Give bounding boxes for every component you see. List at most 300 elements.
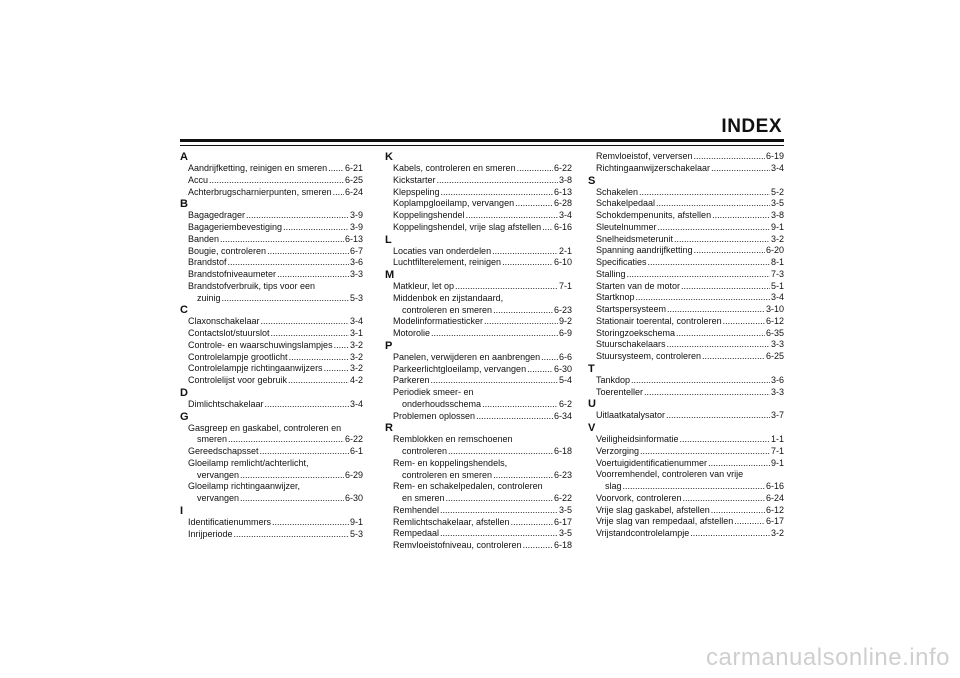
index-entry-term: Gereedschapsset <box>188 446 259 456</box>
index-entry <box>588 210 784 222</box>
dot-leader <box>723 316 765 328</box>
index-entry-page: 3-4 <box>770 162 784 173</box>
index-entry <box>180 210 363 222</box>
index-entry <box>588 446 784 458</box>
index-entry-page: 6-24 <box>765 492 784 503</box>
index-entry-term: Brandstof <box>188 257 227 268</box>
index-entry-term: Parkeerlichtgloeilamp, vervangen <box>393 363 527 374</box>
index-letter-heading: R <box>385 422 393 435</box>
index-entry-term: Starten van de motor <box>596 280 681 291</box>
index-entry-page: 3-2 <box>349 351 363 362</box>
dot-leader <box>482 399 558 411</box>
index-entry <box>385 175 572 187</box>
dot-leader <box>517 163 553 175</box>
index-entry <box>180 175 363 187</box>
index-entry-page: 3-8 <box>558 174 572 185</box>
index-entry-page: 3-8 <box>770 210 784 220</box>
index-entry <box>588 493 784 505</box>
index-entry <box>180 529 363 541</box>
dot-leader <box>627 269 770 281</box>
index-entry-term: Bagageriembevestiging <box>188 222 283 232</box>
index-entry-term: Verzorging <box>596 445 640 456</box>
index-entry-term: Inrijperiode <box>188 528 233 539</box>
index-entry-page: 6-30 <box>344 493 363 503</box>
index-entry <box>588 528 784 540</box>
dot-leader <box>711 505 765 517</box>
index-entry-page: 9-1 <box>349 516 363 527</box>
dot-leader <box>267 246 349 258</box>
index-entry-term: Tankdop <box>596 374 631 385</box>
dot-leader <box>228 434 344 446</box>
dot-leader <box>639 187 770 199</box>
dot-leader <box>640 446 770 458</box>
index-entry-term: Achterbrugscharnierpunten, smeren <box>188 186 332 197</box>
index-entry-term: Parkeren <box>393 375 430 386</box>
index-entry-term: Claxonschakelaar <box>188 316 260 327</box>
index-entry-page: 3-5 <box>558 528 572 539</box>
index-letter-heading: V <box>588 422 596 434</box>
index-entry-term: Specificaties <box>596 257 647 267</box>
index-entry-term: Contactslot/stuurslot <box>188 328 270 338</box>
index-entry-term: Voertuigidentificatienummer <box>596 457 708 468</box>
dot-leader <box>440 528 558 540</box>
index-entry <box>385 505 572 517</box>
dot-leader <box>441 187 553 199</box>
dot-leader <box>246 210 349 222</box>
index-entry <box>180 246 363 258</box>
index-letter-heading: P <box>385 339 393 352</box>
dot-leader <box>431 328 558 340</box>
dot-leader <box>644 387 770 399</box>
index-entry-term: Uitlaatkatalysator <box>596 410 666 421</box>
index-entry <box>180 493 363 505</box>
index-entry-text: Rem- en schakelpedalen, controleren <box>393 481 543 492</box>
index-entry <box>180 293 363 305</box>
index-entry-page: 6-19 <box>765 151 784 161</box>
index-entry <box>180 340 363 352</box>
index-entry-term: Identificatienummers <box>188 516 272 527</box>
index-entry-page: 3-4 <box>558 210 572 220</box>
index-entry-page: 3-7 <box>770 410 784 421</box>
index-entry <box>385 493 572 505</box>
index-letter-heading: S <box>588 174 596 187</box>
dot-leader <box>542 222 553 234</box>
dot-leader <box>476 411 553 423</box>
index-letter-heading: B <box>180 198 188 211</box>
index-entry-page: 6-1 <box>349 446 363 456</box>
index-entry-page: 6-12 <box>765 504 784 515</box>
dot-leader <box>523 540 553 552</box>
dot-leader <box>680 434 770 446</box>
index-entry-term: Matkleur, let op <box>393 281 455 291</box>
index-entry <box>588 163 784 175</box>
index-entry-page: 8-1 <box>770 257 784 267</box>
index-entry-page: 3-6 <box>770 374 784 385</box>
index-entry-page: 6-9 <box>558 328 572 338</box>
index-entry-term: Stalling <box>596 268 626 279</box>
index-entry <box>588 281 784 293</box>
index-entry-page: 6-28 <box>553 198 572 209</box>
index-entry <box>588 328 784 340</box>
index-entry-term: Bougie, controleren <box>188 245 267 256</box>
dot-leader <box>288 375 349 387</box>
index-entry-term: Koppelingshendel <box>393 210 465 220</box>
index-entry-term: Klepspeling <box>393 186 440 197</box>
dot-leader <box>466 210 558 222</box>
dot-leader <box>493 470 553 482</box>
index-entry <box>588 434 784 446</box>
index-entry-term: Startspersysteem <box>596 304 667 314</box>
index-entry <box>385 210 572 222</box>
index-entry <box>588 257 784 269</box>
index-entry <box>385 257 572 269</box>
index-entry-term: Koppelingshendel, vrije slag afstellen <box>393 221 542 232</box>
index-entry-text: Brandstofverbruik, tips voor een <box>188 280 316 291</box>
index-entry-term: Vrijstandcontrolelampje <box>596 528 690 538</box>
index-entry-term: Bagagedrager <box>188 210 246 221</box>
index-entry-page: 6-23 <box>553 469 572 480</box>
dot-leader <box>455 281 558 293</box>
index-entry-page: 3-4 <box>349 398 363 409</box>
index-entry <box>180 163 363 175</box>
index-entry-term: smeren <box>197 434 228 445</box>
index-entry <box>180 234 363 246</box>
dot-leader <box>712 210 770 222</box>
index-entry-term: Vrije slag van rempedaal, afstellen <box>596 516 734 527</box>
index-entry <box>385 517 572 529</box>
index-entry-term: Remhendel <box>393 504 440 515</box>
index-entry-page: 6-17 <box>765 516 784 527</box>
index-entry-term: Richtingaanwijzerschakelaar <box>596 162 711 173</box>
index-entry-page: 3-2 <box>770 233 784 244</box>
index-entry <box>588 304 784 316</box>
index-entry-term: Toerenteller <box>596 386 644 397</box>
dot-leader <box>493 305 553 317</box>
index-entry-page: 3-9 <box>349 210 363 221</box>
index-entry-term: Kickstarter <box>393 174 436 185</box>
index-entry-text: Remblokken en remschoenen <box>393 434 513 445</box>
index-entry <box>588 187 784 199</box>
dot-leader <box>209 175 344 187</box>
index-entry-page: 6-13 <box>344 233 363 244</box>
index-entry-page: 3-2 <box>349 363 363 374</box>
index-entry-term: Voorvork, controleren <box>596 492 682 503</box>
dot-leader <box>676 328 765 340</box>
index-entry-page: 3-4 <box>770 292 784 303</box>
index-entry-page: 3-10 <box>765 304 784 314</box>
index-entry-term: Startknop <box>596 292 635 303</box>
index-entry-page: 6-18 <box>553 446 572 456</box>
dot-leader <box>666 410 770 422</box>
index-entry <box>588 292 784 304</box>
index-entry-page: 4-2 <box>349 375 363 385</box>
index-entry-term: Schakelpedaal <box>596 198 656 209</box>
index-entry-page: 6-18 <box>553 540 572 550</box>
index-entry <box>588 351 784 363</box>
index-entry-page: 6-22 <box>553 163 572 173</box>
dot-leader <box>648 257 770 269</box>
index-entry-term: zuinig <box>197 292 221 303</box>
dot-leader <box>228 257 349 269</box>
dot-leader <box>437 175 558 187</box>
index-entry-term: Aandrijfketting, reinigen en smeren <box>188 163 328 173</box>
index-entry-term: Banden <box>188 233 220 244</box>
index-entry-page: 6-35 <box>765 327 784 338</box>
index-entry <box>385 352 572 364</box>
page-title: INDEX <box>721 116 782 137</box>
index-entry-term: onderhoudsschema <box>402 398 482 409</box>
dot-leader <box>289 352 349 364</box>
index-entry <box>385 364 572 376</box>
index-letter-heading: G <box>180 410 189 423</box>
index-entry-page: 6-25 <box>765 351 784 361</box>
dot-leader <box>222 293 349 305</box>
index-entry-term: Veiligheidsinformatie <box>596 434 679 444</box>
dot-leader <box>334 340 349 352</box>
index-entry-page: 5-1 <box>770 280 784 291</box>
index-entry <box>588 198 784 210</box>
dot-leader <box>734 516 765 528</box>
index-entry-term: Snelheidsmeterunit <box>596 233 674 244</box>
index-entry-page: 6-22 <box>344 434 363 445</box>
dot-leader <box>240 470 344 482</box>
index-entry-page: 3-5 <box>558 504 572 515</box>
index-entry-page: 6-12 <box>765 315 784 326</box>
dot-leader <box>502 257 553 269</box>
index-entry-term: vervangen <box>197 493 240 503</box>
index-entry-page: 6-16 <box>553 221 572 232</box>
index-entry <box>588 316 784 328</box>
index-entry-page: 7-1 <box>558 281 572 291</box>
index-entry-page: 6-24 <box>344 186 363 197</box>
dot-leader <box>328 163 344 175</box>
index-entry-term: Controlelijst voor gebruik <box>188 375 288 385</box>
index-letter-heading: L <box>385 233 392 246</box>
index-entry <box>180 446 363 458</box>
index-entry <box>180 257 363 269</box>
index-entry-page: 3-4 <box>349 316 363 327</box>
index-entry-term: controleren en smeren <box>402 304 493 315</box>
index-entry-page: 6-23 <box>553 304 572 315</box>
index-entry-page: 3-2 <box>770 528 784 538</box>
index-entry <box>588 516 784 528</box>
dot-leader <box>272 517 349 529</box>
index-entry-page: 1-1 <box>770 434 784 444</box>
index-entry-page: 9-2 <box>558 316 572 327</box>
dot-leader <box>636 292 770 304</box>
index-entry-page: 3-2 <box>349 339 363 350</box>
index-entry-page: 9-1 <box>770 457 784 468</box>
index-entry-text: Voorremhendel, controleren van vrije <box>596 469 744 480</box>
index-entry <box>385 222 572 234</box>
dot-leader <box>448 446 553 458</box>
index-entry-text: Periodiek smeer- en <box>393 387 474 397</box>
index-entry <box>588 339 784 351</box>
index-entry-page: 3-6 <box>349 257 363 268</box>
index-entry <box>180 363 363 375</box>
index-entry <box>385 187 572 199</box>
index-entry-page: 6-10 <box>553 257 572 268</box>
index-entry <box>588 222 784 234</box>
index-entry-page: 3-9 <box>349 222 363 232</box>
index-entry <box>588 505 784 517</box>
index-entry-page: 5-4 <box>558 375 572 386</box>
index-entry-term: Remlichtschakelaar, afstellen <box>393 516 510 527</box>
index-entry-term: Controle- en waarschuwingslampjes <box>188 339 333 350</box>
index-entry-page: 6-6 <box>558 351 572 362</box>
index-entry-page: 6-25 <box>344 174 363 185</box>
index-entry-page: 6-2 <box>558 398 572 409</box>
index-entry-page: 5-2 <box>770 186 784 197</box>
index-entry-page: 3-5 <box>770 198 784 209</box>
index-entry <box>385 399 572 411</box>
index-entry-term: en smeren <box>402 493 445 503</box>
index-entry-term: Schokdempenunits, afstellen <box>596 210 712 220</box>
dot-leader <box>694 245 765 257</box>
dot-leader <box>261 316 349 328</box>
dot-leader <box>324 363 349 375</box>
dot-leader <box>690 528 770 540</box>
index-entry <box>180 316 363 328</box>
dot-leader <box>283 222 349 234</box>
dot-leader <box>440 505 558 517</box>
index-entry <box>385 198 572 210</box>
dot-leader <box>260 446 349 458</box>
index-entry-text: Gloeilamp remlicht/achterlicht, <box>188 457 309 468</box>
index-entry-page: 6-34 <box>553 410 572 421</box>
dot-leader <box>656 198 770 210</box>
index-entry-page: 5-3 <box>349 528 363 539</box>
index-entry-term: Luchtfilterelement, reinigen <box>393 257 502 268</box>
index-entry-page: 9-1 <box>770 221 784 232</box>
index-entry <box>180 517 363 529</box>
index-entry-page: 6-16 <box>765 481 784 491</box>
index-entry <box>385 446 572 458</box>
index-entry-page: 7-3 <box>770 268 784 279</box>
dot-leader <box>702 351 765 363</box>
index-entry <box>588 151 784 163</box>
index-entry <box>385 540 572 552</box>
index-entry <box>385 375 572 387</box>
index-entry-page: 6-17 <box>553 516 572 527</box>
index-entry-page: 7-1 <box>770 445 784 456</box>
dot-leader <box>681 281 770 293</box>
index-entry <box>180 399 363 411</box>
watermark-footer: carmanualsonline.info <box>706 644 950 671</box>
index-entry-term: vervangen <box>197 469 240 480</box>
index-entry-page: 6-21 <box>344 163 363 173</box>
dot-leader <box>527 364 553 376</box>
dot-leader <box>265 399 349 411</box>
index-entry-page: 5-3 <box>349 292 363 303</box>
index-entry <box>385 470 572 482</box>
index-entry-term: Stationair toerental, controleren <box>596 315 722 326</box>
index-entry-page: 6-13 <box>553 186 572 197</box>
index-entry-term: Stuurschakelaars <box>596 339 666 350</box>
index-letter-heading: U <box>588 398 596 411</box>
dot-leader <box>631 375 770 387</box>
dot-leader <box>431 375 558 387</box>
index-entry <box>588 458 784 470</box>
index-entry-term: Schakelen <box>596 186 639 197</box>
dot-leader <box>492 246 558 258</box>
index-entry <box>385 246 572 258</box>
index-entry <box>180 328 363 340</box>
index-letter-heading: M <box>385 269 395 281</box>
index-entry-text: Rem- en koppelingshendels, <box>393 457 508 468</box>
index-entry <box>588 387 784 399</box>
dot-leader <box>541 352 558 364</box>
index-entry-term: Vrije slag gaskabel, afstellen <box>596 504 710 515</box>
index-entry-page: 6-20 <box>765 245 784 256</box>
index-entry <box>588 481 784 493</box>
index-entry-page: 3-3 <box>770 386 784 397</box>
index-entry-term: Stuursysteem, controleren <box>596 351 702 361</box>
index-entry <box>588 269 784 281</box>
index-entry <box>180 470 363 482</box>
index-entry <box>588 234 784 246</box>
dot-leader <box>674 234 770 246</box>
index-entry <box>385 316 572 328</box>
index-entry-term: Controlelampje grootlicht <box>188 351 288 362</box>
index-entry-term: Remvloeistof, verversen <box>596 151 693 161</box>
index-entry <box>588 375 784 387</box>
index-entry-text: Middenbok en zijstandaard, <box>393 292 504 303</box>
index-entry-term: controleren en smeren <box>402 469 493 480</box>
dot-leader <box>271 328 349 340</box>
dot-leader <box>446 493 553 505</box>
index-entry-term: Remvloeistofniveau, controleren <box>393 540 522 550</box>
index-entry-term: controleren <box>402 446 448 456</box>
index-entry-page: 6-29 <box>344 469 363 480</box>
dot-leader <box>694 151 765 163</box>
index-entry-term: slag <box>605 481 622 491</box>
index-entry <box>180 222 363 234</box>
index-entry-term: Sleutelnummer <box>596 221 657 232</box>
index-entry <box>385 328 572 340</box>
index-column-1 <box>180 151 363 540</box>
index-column-2 <box>385 151 572 552</box>
header-rule-thin <box>180 145 784 146</box>
index-entry <box>588 245 784 257</box>
index-entry-term: Rempedaal <box>393 528 440 539</box>
index-entry-term: Storingzoekschema <box>596 327 676 338</box>
index-entry-page: 2-1 <box>558 245 572 256</box>
index-entry-term: Motorolie <box>393 328 431 338</box>
dot-leader <box>484 316 558 328</box>
index-entry-text: Gasgreep en gaskabel, controleren en <box>188 422 342 433</box>
dot-leader <box>277 269 349 281</box>
index-entry-term: Spanning aandrijfketting <box>596 245 693 256</box>
index-entry <box>180 352 363 364</box>
index-entry <box>588 410 784 422</box>
index-entry-page: 6-22 <box>553 493 572 503</box>
index-letter-heading: C <box>180 304 188 317</box>
index-entry <box>385 281 572 293</box>
dot-leader <box>234 529 349 541</box>
dot-leader <box>511 517 553 529</box>
index-entry-term: Kabels, controleren en smeren <box>393 163 516 173</box>
index-entry <box>385 305 572 317</box>
index-entry <box>180 375 363 387</box>
index-entry-term: Panelen, verwijderen en aanbrengen <box>393 351 541 362</box>
dot-leader <box>623 481 765 493</box>
index-entry <box>385 163 572 175</box>
index-column-3 <box>588 151 784 540</box>
dot-leader <box>708 458 770 470</box>
index-entry-term: Problemen oplossen <box>393 410 476 421</box>
index-entry-page: 6-7 <box>349 245 363 256</box>
